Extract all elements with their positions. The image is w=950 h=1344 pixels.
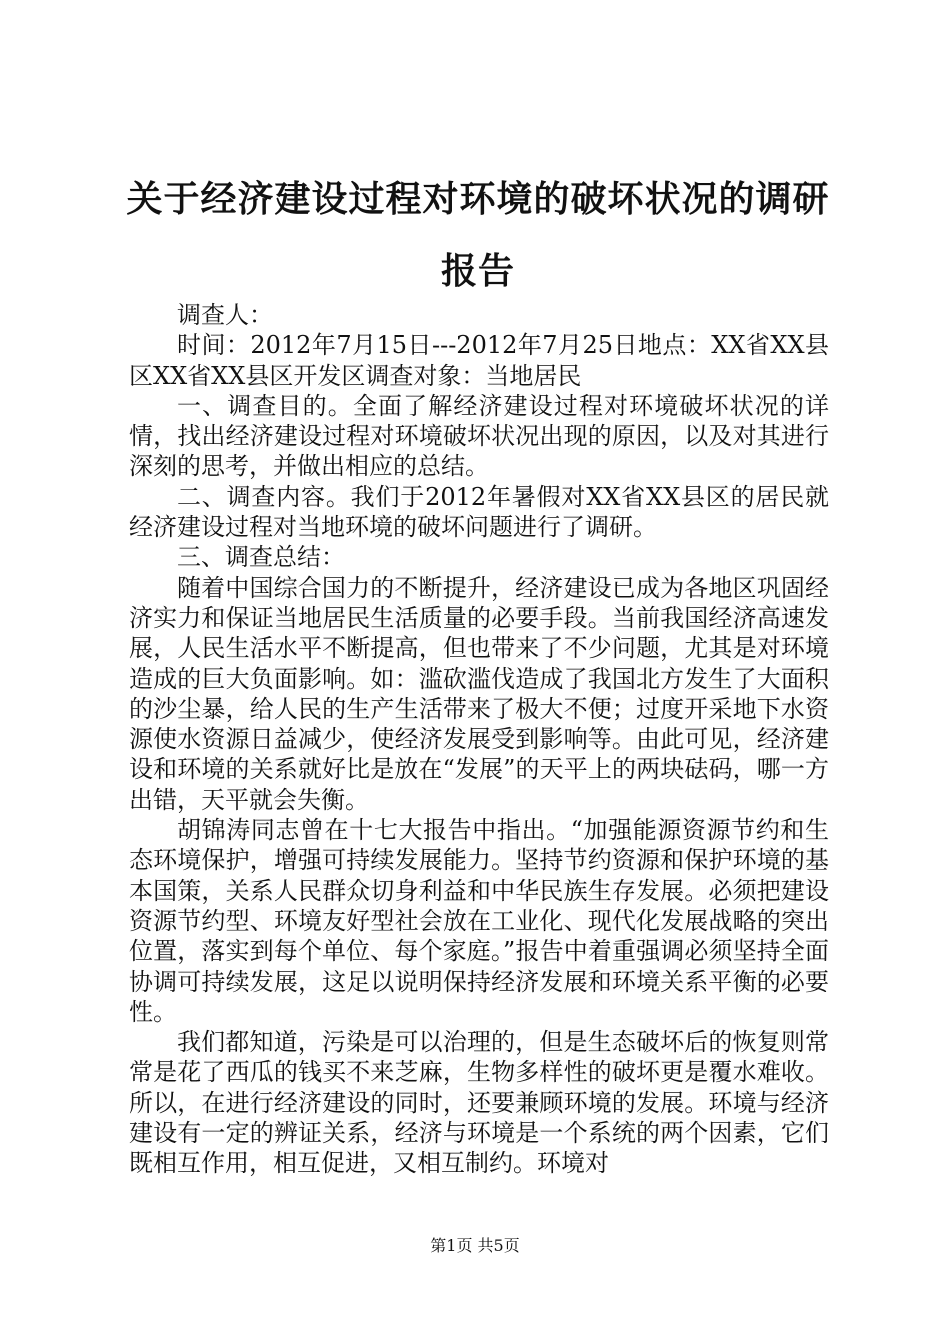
investigator-line: 调查人：: [177, 301, 273, 329]
body-paragraph: 胡锦涛同志曾在十七大报告中指出。“加强能源资源节约和生态环境保护，增强可持续发展能力。坚持节约资源和保护环境的基本国策，关系人民群众切身利益和中华民族生存发展。必须把建设资源节约型、环境友好型社会放在工业化、现代化发展战略的突出位置，落实到每个单位、每个家庭。”报告中着重强调必须坚持全面协调可持续发展，这足以说明保持经济发展和环境关系平衡的必要性。: [129, 816, 829, 1026]
page-number-footer: 第1页 共5页: [430, 1236, 520, 1255]
section-summary-heading: 三、调查总结：: [177, 543, 345, 572]
time-location-line: 时间：2012年7月15日---2012年7月25日地点：XX省XX县区XX省XX县区开发区调查对象：当地居民: [129, 331, 829, 390]
body-paragraph: 随着中国综合国力的不断提升，经济建设已成为各地区巩固经济实力和保证当地居民生活质量的必要手段。当前我国经济高速发展，人民生活水平不断提高，但也带来了不少问题，尤其是对环境造成的巨大负面影响。如：滥砍滥伐造成了我国北方发生了大面积的沙尘暴，给人民的生产生活带来了极大不便；过度开采地下水资源使水资源日益减少，使经济发展受到影响等。由此可见，经济建设和环境的关系就好比是放在“发展”的天平上的两块砝码，哪一方出错，天平就会失衡。: [129, 573, 829, 814]
section-purpose: 一、调查目的。全面了解经济建设过程对环境破坏状况的详情，找出经济建设过程对环境破坏状况出现的原因，以及对其进行深刻的思考，并做出相应的总结。: [129, 391, 829, 481]
document-title: 关于经济建设过程对环境的破坏状况的调研报告: [126, 179, 830, 292]
section-content: 二、调查内容。我们于2012年暑假对XX省XX县区的居民就经济建设过程对当地环境的破坏问题进行了调研。: [129, 482, 829, 542]
body-paragraph: 我们都知道，污染是可以治理的，但是生态破坏后的恢复则常常是花了西瓜的钱买不来芝麻，生物多样性的破坏更是覆水难收。所以，在进行经济建设的同时，还要兼顾环境的发展。环境与经济建设有一定的辨证关系，经济与环境是一个系统的两个因素，它们既相互作用，相互促进，又相互制约。环境对: [129, 1028, 829, 1178]
document-body: [129, 300, 829, 1179]
